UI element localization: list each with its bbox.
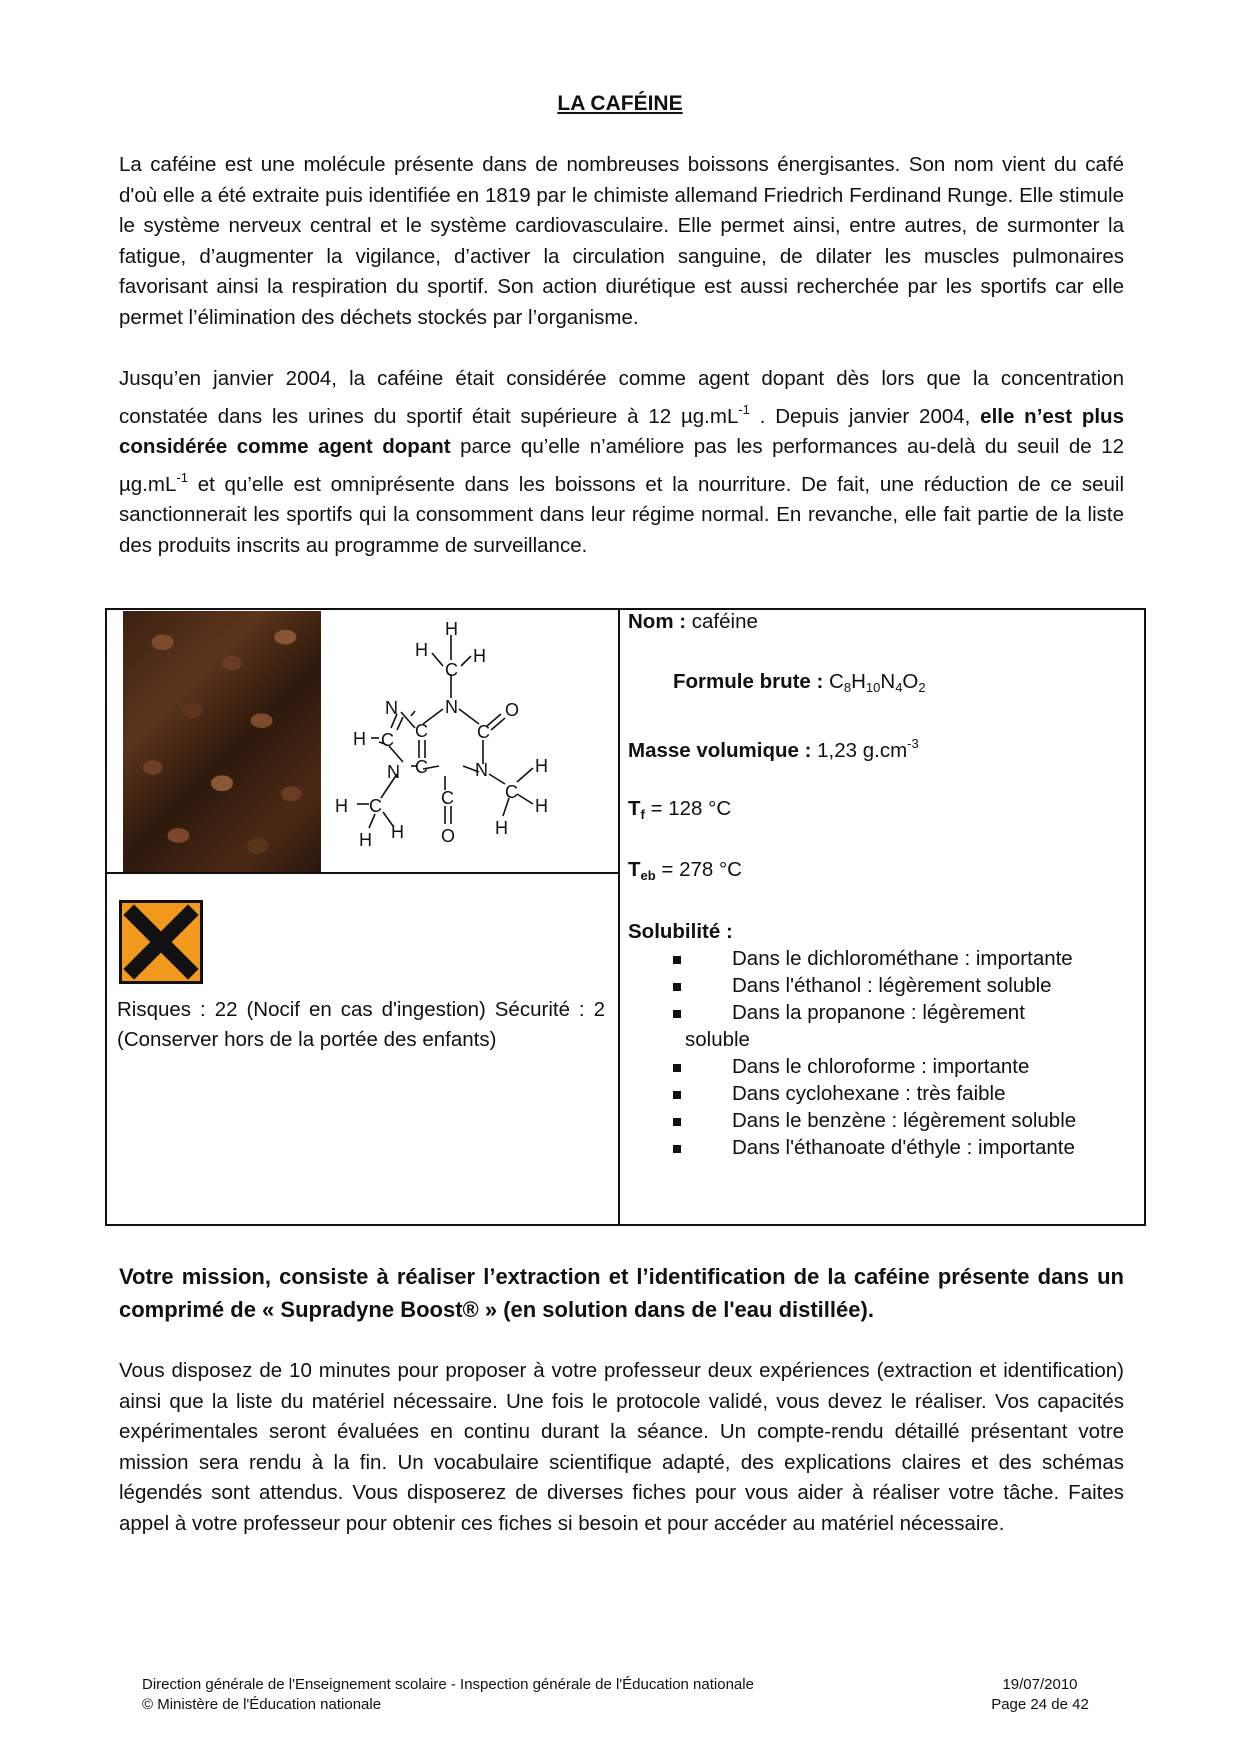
molecular-formula [829,670,926,693]
page-title: LA CAFÉINE [557,92,683,115]
formula-element: N [880,670,896,693]
atom-n-left: N [387,762,400,782]
footer-left [142,1675,754,1715]
risk-safety-text: Risques : 22 (Nocif en cas d'ingestion) Sécurité : 2 (Conserver hors de la portée des enfants) [117,998,605,1051]
table-divider-horizontal [107,872,618,874]
harmful-hazard-icon [119,900,203,984]
atom-h-right-top: H [473,646,486,666]
atom-o1: O [505,700,520,720]
bullet-icon [673,1064,681,1072]
formula-element: H [851,670,866,693]
doping-paragraph: Jusqu’en janvier 2004, la caféine était considérée comme agent dopant dès lors que la concentration constatée dans les urines du sportif était supérieure à 12 $\mu g.mL^{-1}$ . Depuis janvier 2004, elle n’est plus considérée comme agent dopant parce qu’elle n’améliore pas les performances au-delà du seuil de 12 $\mu g.mL^{-1}$ et qu’elle est omniprésente dans les boissons et la nourriture. De fait, une réduction de ce seuil sanctionnerait les sportifs qui la consomment dans leur régime normal. En revanche, elle fait partie de la liste des produits inscrits au programme de surveillance. [119,367,1124,557]
footer-institution: Direction générale de l'Enseignement scolaire - Inspection générale de l'Éducation nationale [142,1676,754,1693]
solubility-text: Dans la propanone : légèrement [732,1001,1025,1024]
atom-c-top: C [445,660,458,680]
footer-copyright: © Ministère de l'Éducation nationale [142,1696,382,1713]
solubility-text: Dans le benzène : légèrement soluble [732,1109,1077,1132]
atom-c-left: C [381,730,394,750]
atom-h-top: H [445,619,458,639]
caffeine-structure-diagram [335,616,605,866]
mission-statement: Votre mission, consiste à réaliser l’extraction et l’identification de la caféine présente dans un comprimé de « Supradyne Boost® » (en solution dans de l'eau distillée). [119,1264,1124,1322]
instructions-paragraph: Vous disposez de 10 minutes pour proposer à votre professeur deux expériences (extraction et identification) ainsi que la liste du matériel nécessaire. Une fois le protocole validé, vous devez le réaliser. Vos capacités expérimentales seront évaluées en continu durant la séance. Un compte-rendu détaillé présentant votre mission sera rendu à la fin. Un vocabulaire scientifique adapté, des explications claires et des schémas légendés sont attendus. Vous disposerez de diverses fiches pour vous aider à réaliser votre tâche. Faites appel à votre professeur pour obtenir ces fiches si besoin et pour accéder au matériel nécessaire. [119,1359,1124,1535]
solubility-text: Dans cyclohexane : très faible [732,1082,1006,1105]
atom-c-right: C [477,722,490,742]
doping-bold-statement: elle n’est plus considérée comme agent dopant [119,404,1124,458]
footer-right [985,1675,1095,1715]
atom-h-right4: H [495,818,508,838]
caffeine-info-table [105,608,1146,1226]
table-divider-vertical [618,610,620,1224]
boiling-point-row: $T_{eb} = 278$ °C [628,858,742,883]
solubility-text: Dans le dichlorométhane : importante [732,947,1073,970]
formula-count: 2 [918,680,926,695]
atom-h-bottom2: H [391,822,404,842]
name-row: Nom : caféine [628,610,758,633]
atom-c-methyl-right: C [505,782,518,802]
intro-paragraph: La caféine est une molécule présente dans de nombreuses boissons énergisantes. Son nom vient du café d'où elle a été extraite puis identifiée en 1819 par le chimiste allemand Friedrich Ferdinand Runge. Elle stimule le système nerveux central et le système cardiovasculaire. Elle permet ainsi, entre autres, de surmonter la fatigue, d’augmenter la vigilance, d’activer la circulation sanguine, de dilater les muscles pulmonaires favorisant ainsi la respiration du sportif. Son action diurétique est aussi recherchée par les sportifs car elle permet l’élimination des déchets stockés par l’organisme. [119,153,1124,329]
atom-c-methyl-left: C [369,796,382,816]
solubility-heading: Solubilité : [628,920,733,943]
coffee-beans-image [123,611,321,872]
footer-page-number: Page 24 de 42 [991,1696,1089,1713]
density-row: Masse volumique : 1,23 $g.cm^{-3}$ [628,736,919,762]
formula-count: 8 [843,680,852,695]
atom-h-right2: H [535,756,548,776]
solubility-text: Dans l'éthanoate d'éthyle : importante [732,1136,1075,1159]
formula-row: Formule brute : $C_8H_{10}N_4O_2$ [673,670,926,695]
atom-c-bottom: C [441,788,454,808]
formula-element: O [902,670,919,693]
atom-n1: N [445,697,458,717]
atom-n-mid: N [475,760,488,780]
formula-count: 4 [895,680,903,695]
solubility-text: soluble [685,1028,750,1051]
atom-h-methyl-left: H [335,796,348,816]
solubility-text: Dans le chloroforme : importante [732,1055,1030,1078]
bullet-icon [673,1091,681,1099]
footer-date: 19/07/2010 [1002,1676,1078,1693]
bullet-icon [673,983,681,991]
bullet-icon [673,1010,681,1018]
formula-element: C [829,670,844,693]
atom-o2: O [441,826,456,846]
bullet-icon [673,1145,681,1153]
formula-count: 10 [865,680,881,695]
atom-n-ring: N [385,698,398,718]
atom-h-left-top: H [415,640,428,660]
atom-h-right3: H [535,796,548,816]
atom-c-ring1: C [415,721,428,741]
atom-h-bottom1: H [359,830,372,850]
solubility-text: Dans l'éthanol : légèrement soluble [732,974,1052,997]
atom-c-mid: C [415,757,428,777]
bullet-icon [673,956,681,964]
melting-point-row: $T_f = 128$ °C [628,797,732,822]
atom-h-left: H [353,729,366,749]
bullet-icon [673,1118,681,1126]
